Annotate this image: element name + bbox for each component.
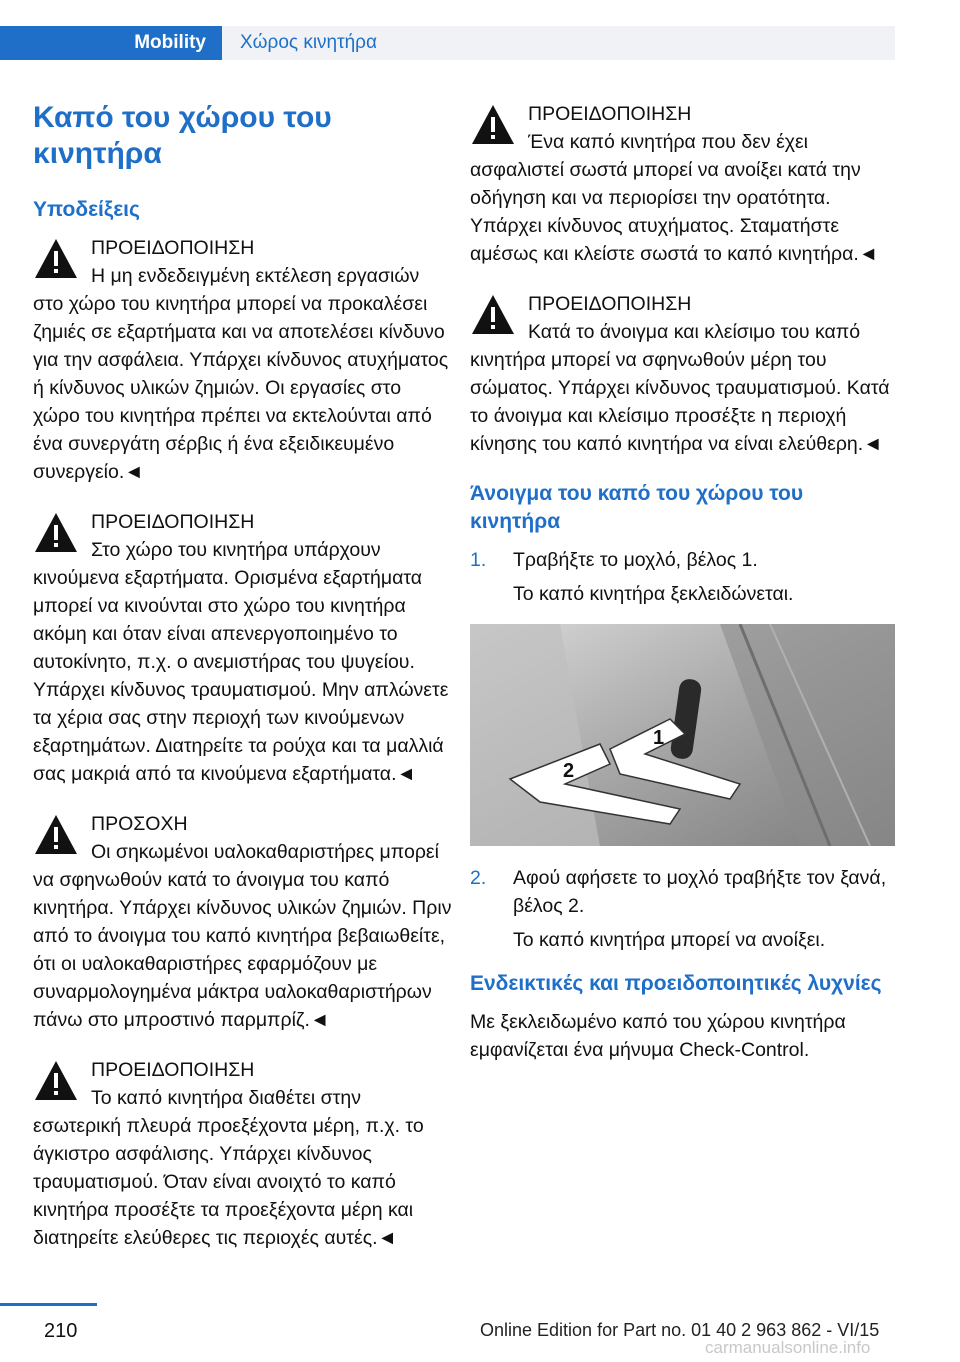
warning-text: Η μη ενδεδειγμένη εκτέλεση εργασιών στο χώρο του κινητήρα μπορεί να προκαλέσει ζημιές σε εξαρτήματα και να αποτελέσει κίνδυνο για την ασφάλεια. Υπάρχει κίνδυνος ατυχήματος ή κίνδυνος υλικών ζημιών. Οι εργασίες στο χώρο του κινητήρα πρέπει να εκτελούνται από ένα συνεργάτη σέρβις ή ένα εξειδικευμένο συνεργείο.◄ — [33, 265, 449, 483]
warning-block — [470, 290, 895, 458]
page-title: Καπό του χώρου του κινητήρα — [33, 101, 332, 170]
indicator-lamps-heading: Ενδεικτικές και προειδοποιητικές λυχνίες — [470, 972, 882, 995]
step-text: Τραβήξτε το μοχλό, βέλος 1. — [513, 549, 758, 571]
step-result: Το καπό κινητήρα μπορεί να ανοίξει. — [513, 929, 826, 951]
warning-heading: ΠΡΟΕΙΔΟΠΟΙΗΣΗ — [91, 511, 255, 533]
footer-divider — [0, 1303, 97, 1306]
indicator-text: Με ξεκλειδωμένο καπό του χώρου κινητήρα εμφανίζεται ένα μήνυμα Check-Control. — [470, 1011, 846, 1061]
arrow-label-1: 1 — [653, 727, 665, 749]
warning-text: Ένα καπό κινητήρα που δεν έχει ασφαλιστεί σωστά μπορεί να ανοίξει κατά την οδήγηση και να περιορίσει την ορατότητα. Υπάρχει κίνδυνος ατυχήματος. Σταματήστε αμέσως και κλείστε σωστά το καπό κινητήρα.◄ — [470, 131, 879, 265]
caution-heading: ΠΡΟΣΟΧΗ — [91, 813, 188, 835]
warning-text: Στο χώρο του κινητήρα υπάρχουν κινούμενα εξαρτήματα. Ορισμένα εξαρτήματα μπορεί να κινούνται στο χώρο του κινητήρα ακόμη και όταν είναι απενεργοποιημένο το αυτοκίνητο, π.χ. ο ανεμιστήρας του ψυγείου. Υπάρχει κίνδυνος τραυματισμού. Μην απλώνετε τα χέρια σας στην περιοχή των κινούμενων εξαρτημάτων. Διατηρείτε τα ρούχα και τα μαλλιά σας μακριά από τα κινούμενα εξαρτήματα.◄ — [33, 539, 449, 785]
header-bar — [0, 26, 895, 60]
warning-triangle-icon — [470, 292, 516, 338]
warning-block — [470, 100, 895, 268]
warning-triangle-icon — [33, 1058, 79, 1104]
watermark: carmanualsonline.info — [705, 1338, 871, 1357]
step-text: Αφού αφήσετε το μοχλό τραβήξτε τον ξανά, βέλος 2. — [513, 867, 887, 917]
warning-block — [33, 508, 453, 788]
warning-triangle-icon — [33, 236, 79, 282]
warning-heading: ΠΡΟΕΙΔΟΠΟΙΗΣΗ — [91, 1059, 255, 1081]
step-number: 1. — [470, 549, 487, 571]
steps-list — [470, 864, 895, 954]
page-number: 210 — [44, 1320, 78, 1342]
warning-heading: ΠΡΟΕΙΔΟΠΟΙΗΣΗ — [528, 293, 692, 315]
warning-triangle-icon — [33, 510, 79, 556]
step-result: Το καπό κινητήρα ξεκλειδώνεται. — [513, 583, 794, 605]
arrow-label-2: 2 — [563, 760, 575, 782]
step-item — [470, 546, 895, 608]
open-hood-heading: Άνοιγμα του καπό του χώρου του κινητήρα — [470, 482, 804, 533]
warning-text: Κατά το άνοιγμα και κλείσιμο του καπό κινητήρα μπορεί να σφηνωθούν μέρη του σώματος. Υπάρχει κίνδυνος τραυματισμού. Κατά το άνοιγμα και κλείσιμο προσέξτε η περιοχή κίνησης του καπό κινητήρα να είναι ελεύθερη.◄ — [470, 321, 890, 455]
caution-block — [33, 810, 453, 1034]
warning-text: Το καπό κινητήρα διαθέτει στην εσωτερική πλευρά προεξέχοντα μέρη, π.χ. το άγκιστρο ασφάλισης. Υπάρχει κίνδυνος τραυματισμού. Όταν είναι ανοιχτό το καπό κινητήρα προσέξτε τα προεξέχοντα μέρη και διατηρείτε ελεύθερες τις περιοχές αυτές.◄ — [33, 1087, 424, 1249]
subsection-tab[interactable]: Χώρος κινητήρα — [222, 26, 895, 60]
warning-block — [33, 234, 453, 486]
warning-block — [33, 1056, 453, 1252]
steps-list — [470, 546, 895, 608]
warning-triangle-icon — [33, 812, 79, 858]
step-item — [470, 864, 895, 954]
warning-triangle-icon — [470, 102, 516, 148]
left-column — [33, 100, 453, 1274]
hood-release-lever-photo — [470, 624, 895, 846]
section-tab[interactable]: Mobility — [0, 26, 222, 60]
section-subtitle: Υποδείξεις — [33, 198, 140, 221]
warning-heading: ΠΡΟΕΙΔΟΠΟΙΗΣΗ — [528, 103, 692, 125]
caution-text: Οι σηκωμένοι υαλοκαθαριστήρες μπορεί να σφηνωθούν κατά το άνοιγμα του καπό κινητήρα. Υπάρχει κίνδυνος υλικών ζημιών. Πριν από το άνοιγμα του καπό κινητήρα βεβαιωθείτε, ότι οι υαλοκαθαριστήρες εφαρμόζουν με συναρμολογημένα μάκτρα υαλοκαθαριστήρων πάνω στο μπροστινό παρμπρίζ.◄ — [33, 841, 452, 1031]
right-column — [470, 100, 895, 1064]
warning-heading: ΠΡΟΕΙΔΟΠΟΙΗΣΗ — [91, 237, 255, 259]
edition-text: Online Edition for Part no. 01 40 2 963 862 - VI/15 — [480, 1320, 880, 1340]
step-number: 2. — [470, 867, 487, 889]
